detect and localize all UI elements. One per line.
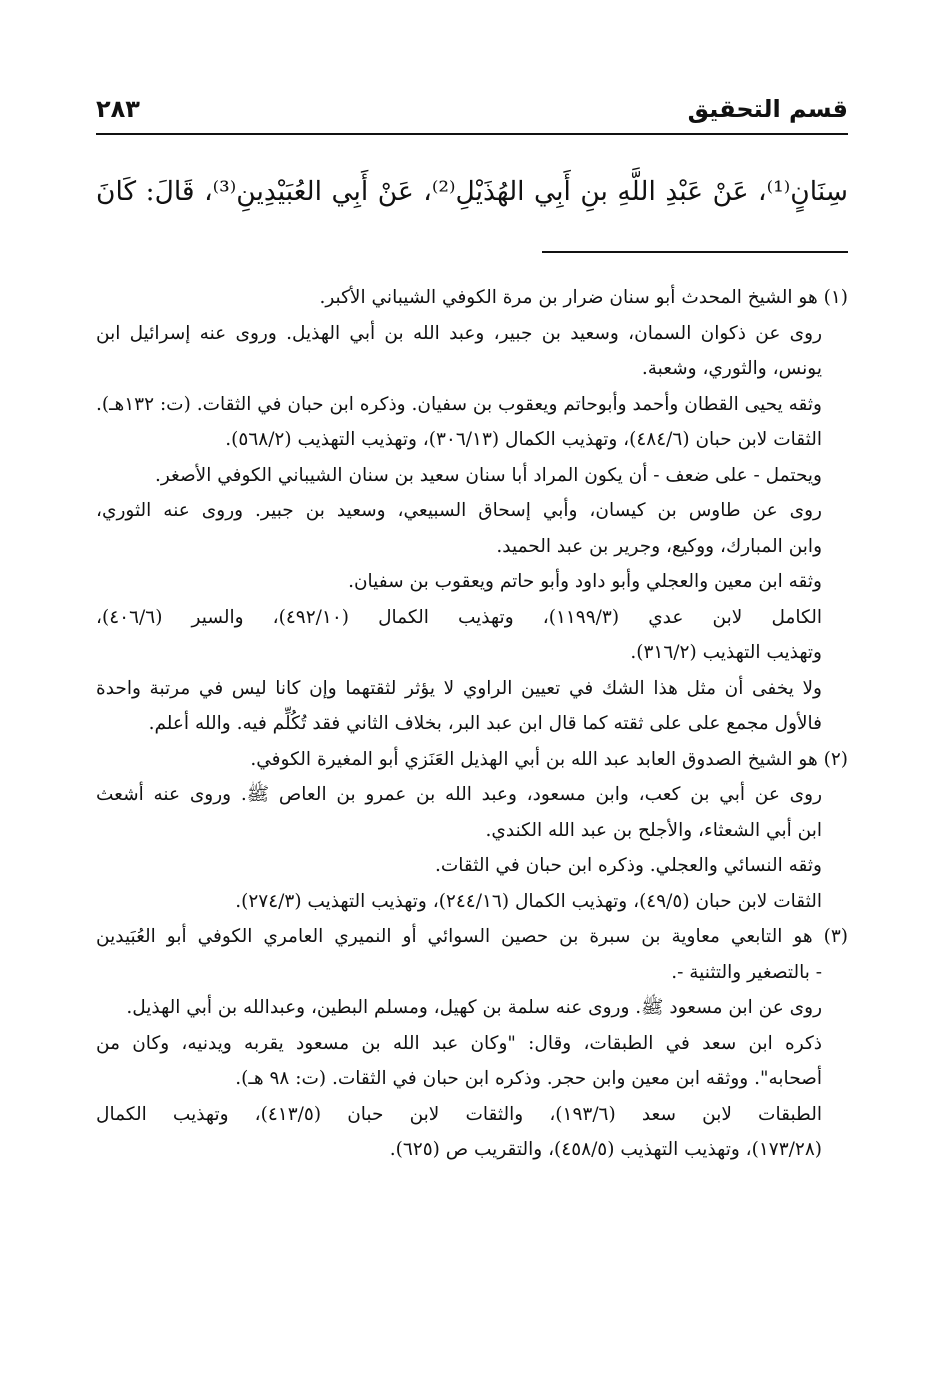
main-hadith-text: سِنَانٍ⁽¹⁾، عَنْ عَبْدِ اللَّهِ بنِ أَبِي الهُذَيْلِ⁽²⁾، عَنْ أَبِي العُبَيْدِينِ⁽³⁾، قَالَ: كَانَ bbox=[96, 176, 848, 207]
footnote-line: روى عن ذكوان السمان، وسعيد بن جبير، وعبد الله بن أبي الهذيل. وروى عنه إسرائيل ابن bbox=[96, 322, 822, 344]
footnote-line: الطبقات لابن سعد (١٩٣/٦)، والثقات لابن حبان (٤١٣/٥)، وتهذيب الكمال bbox=[96, 1103, 822, 1125]
footnote-line: ابن أبي الشعثاء، والأجلح بن عبد الله الكندي. bbox=[485, 819, 822, 841]
footnote-line: روى عن أبي بن كعب، وابن مسعود، وعبد الله بن عمرو بن العاص ﷺ. وروى عنه أشعث bbox=[96, 784, 822, 805]
page-header bbox=[96, 93, 848, 135]
footnote-line: - بالتصغير والتثنية -. bbox=[671, 961, 822, 983]
footnote-line: وثقه النسائي والعجلي. وذكره ابن حبان في الثقات. bbox=[434, 855, 822, 876]
footnote-line: فالأول مجمع على على ثقته كما قال ابن عبد البر، بخلاف الثاني فقد تُكُلِّم فيه. والله أعلم. bbox=[148, 713, 822, 734]
footnote-line: ذكره ابن سعد في الطبقات، وقال: "وكان عبد الله بن مسعود يقربه ويدنيه، وكان من bbox=[96, 1032, 822, 1054]
footnote-line: روى عن طاوس بن كيسان، وأبي إسحاق السبيعي، وسعيد بن جبير. وروى عنه الثوري، bbox=[96, 500, 822, 521]
footnote-line: ولا يخفى أن مثل هذا الشك في تعيين الراوي لا يؤثر لثقتهما وإن كانا ليس في مرتبة واحدة bbox=[96, 677, 822, 699]
footnote-line: وتهذيب التهذيب (٣١٦/٢). bbox=[630, 642, 822, 663]
footnote-3-heading: (٣) هو التابعي معاوية بن سبرة بن حصين السوائي أو النميري العامري الكوفي أبو العُبَيدين bbox=[96, 926, 848, 947]
footnote-line: الثقات لابن حبان (٤٩/٥)، وتهذيب الكمال (٢٤٤/١٦)، وتهذيب التهذيب (٢٧٤/٣). bbox=[235, 890, 822, 912]
footnote-line: روى عن ابن مسعود ﷺ. وروى عنه سلمة بن كهيل، ومسلم البطين، وعبدالله بن أبي الهذيل. bbox=[126, 997, 822, 1018]
footnote-line: وثقه يحيى القطان وأحمد وأبوحاتم ويعقوب بن سفيان. وذكره ابن حبان في الثقات. (ت: ١٣٢هـ). bbox=[96, 393, 822, 415]
footnote-line: وابن المبارك، ووكيع، وجرير بن عبد الحميد. bbox=[496, 535, 822, 557]
footnote-line: يونس، والثوري، وشعبة. bbox=[641, 358, 822, 379]
footnote-line: الثقات لابن حبان (٤٨٤/٦)، وتهذيب الكمال (٣٠٦/١٣)، وتهذيب التهذيب (٥٦٨/٢). bbox=[225, 429, 822, 450]
footnote-1-heading: (١) هو الشيخ المحدث أبو سنان ضرار بن مرة الكوفي الشيباني الأكبر. bbox=[319, 287, 848, 308]
footnote-line: (١٧٣/٢٨)، وتهذيب التهذيب (٤٥٨/٥)، والتقريب ص (٦٢٥). bbox=[389, 1139, 822, 1160]
footnotes bbox=[96, 280, 848, 1168]
footnote-line: وثقه ابن معين والعجلي وأبو داود وأبو حاتم ويعقوب بن سفيان. bbox=[348, 571, 822, 592]
footnote-separator bbox=[542, 251, 848, 253]
footnote-2-heading: (٢) هو الشيخ الصدوق العابد عبد الله بن أبي الهذيل العَنَزي أبو المغيرة الكوفي. bbox=[250, 748, 848, 770]
page-number: ٢٨٣ bbox=[96, 95, 140, 123]
footnote-line: أصحابه". ووثقه ابن معين وابن حجر. وذكره ابن حبان في الثقات. (ت: ٩٨ هـ). bbox=[235, 1068, 822, 1089]
section-title: قسم التحقيق bbox=[687, 95, 848, 123]
footnote-line: الكامل لابن عدي (١١٩٩/٣)، وتهذيب الكمال (٤٩٢/١٠)، والسير (٤٠٦/٦)، bbox=[96, 606, 823, 628]
footnote-line: ويحتمل - على ضعف - أن يكون المراد أبا سنان سعيد بن سنان الشيباني الكوفي الأصغر. bbox=[154, 464, 822, 486]
